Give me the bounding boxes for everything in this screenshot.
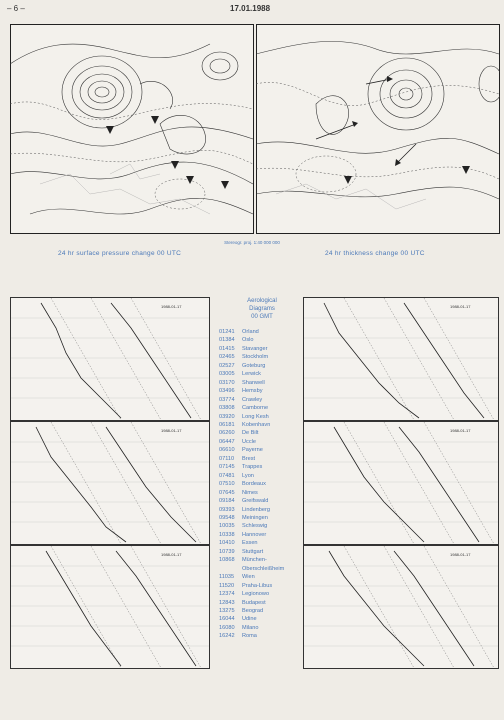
station-row (219, 599, 305, 607)
station-code: 06447 (219, 438, 235, 445)
station-code: 11035 (219, 574, 235, 581)
station-code: 06181 (219, 421, 235, 428)
station-row (219, 396, 305, 404)
station-row (219, 328, 305, 336)
station-row (219, 421, 305, 429)
station-name: De Bilt (242, 430, 259, 437)
station-name: Bordeaux (242, 481, 266, 488)
station-name: München- (242, 557, 267, 564)
diagram-graph (11, 546, 209, 668)
station-name: Oslo (242, 337, 254, 344)
station-name: Payerne (242, 447, 263, 454)
aerological-diagram-left-2 (10, 421, 210, 545)
station-code: 10739 (219, 548, 235, 555)
station-code: 07110 (219, 455, 235, 462)
station-name: Shanwell (242, 379, 265, 386)
station-code: 16242 (219, 633, 235, 640)
page-number: – 6 – (7, 4, 25, 13)
station-row (219, 624, 305, 632)
station-row (219, 522, 305, 530)
station-code: 01241 (219, 329, 235, 335)
station-code: 03005 (219, 371, 235, 378)
station-code: 09184 (219, 498, 235, 505)
station-name: Oberschleißheim (242, 565, 285, 572)
diagram-date: 1988-01-17 (450, 552, 471, 557)
page-date: 17.01.1988 (230, 4, 271, 13)
station-code: 11520 (219, 582, 235, 589)
station-name: Orland (242, 329, 259, 335)
station-code: 03808 (219, 405, 235, 412)
diagram-date: 1988-01-17 (450, 304, 471, 309)
station-code: 12843 (219, 599, 235, 606)
station-row (219, 590, 305, 598)
station-code: 07145 (219, 464, 235, 471)
station-row (219, 463, 305, 471)
diagram-date: 1988-01-17 (161, 552, 182, 557)
station-code: 12374 (219, 591, 235, 598)
diagram-graph (11, 298, 209, 420)
map-scale: Stereogr. proj. 1:40 000 000 (224, 240, 280, 245)
station-code: 16080 (219, 624, 235, 631)
station-name: Legionowo (242, 591, 270, 598)
station-row (219, 472, 305, 480)
station-row (219, 573, 305, 581)
station-row (219, 429, 305, 437)
station-code: 01415 (219, 345, 235, 352)
station-name: Praha-Libus (242, 582, 273, 589)
station-name: Uccle (242, 438, 256, 445)
station-name: Crawley (242, 396, 263, 403)
station-row (219, 489, 305, 497)
station-name: Brest (242, 455, 256, 462)
left-map-caption: 24 hr surface pressure change 00 UTC (58, 250, 182, 257)
station-name: Roma (242, 633, 257, 640)
station-row (219, 539, 305, 547)
list-title: Aerological (247, 298, 277, 304)
station-code: 16044 (219, 616, 235, 623)
aerological-diagram-right-2 (303, 421, 499, 545)
station-row (219, 446, 305, 454)
station-code: 10338 (219, 531, 235, 538)
station-name: Hannover (242, 531, 267, 538)
diagram-date: 1988-01-17 (161, 304, 182, 309)
station-row (219, 582, 305, 590)
right-map-caption: 24 hr thickness change 00 UTC (325, 250, 425, 257)
station-name: Greifswald (242, 498, 269, 505)
station-row (219, 514, 305, 522)
station-code: 02527 (219, 362, 235, 369)
station-row (219, 370, 305, 378)
list-time: 00 GMT (251, 314, 273, 320)
station-row (219, 480, 305, 488)
station-row (219, 455, 305, 463)
diagram-date: 1988-01-17 (161, 428, 182, 433)
diagram-graph (304, 546, 498, 668)
station-name: Schleswig (242, 523, 268, 530)
station-name: Udine (242, 616, 257, 623)
station-row (219, 548, 305, 556)
station-row (219, 404, 305, 412)
station-code: 03170 (219, 379, 235, 386)
station-name: Camborne (242, 405, 269, 412)
station-row (219, 362, 305, 370)
station-name: Hemsby (242, 388, 263, 395)
thickness-change-map (256, 24, 500, 234)
station-code: 09548 (219, 514, 235, 521)
diagram-graph (304, 422, 498, 544)
aerological-diagram-left-3 (10, 545, 210, 669)
station-code (219, 565, 242, 573)
station-code: 01384 (219, 337, 235, 344)
station-code: 07510 (219, 481, 235, 488)
diagram-graph (11, 422, 209, 544)
station-name: Stavanger (242, 345, 268, 352)
station-row (219, 506, 305, 514)
station-name: Goteburg (242, 362, 266, 369)
station-code: 06610 (219, 447, 235, 454)
station-code: 10410 (219, 540, 235, 547)
aerological-station-list (219, 297, 305, 641)
station-row (219, 607, 305, 615)
station-code: 10035 (219, 523, 235, 530)
station-code: 03774 (219, 396, 235, 403)
station-name: Meiningen (242, 514, 268, 521)
station-name: Stockholm (242, 354, 269, 361)
station-row (219, 413, 305, 421)
station-row (219, 565, 305, 573)
aerological-diagram-right-1 (303, 297, 499, 421)
station-name: Budapest (242, 599, 266, 606)
station-name: Lindenberg (242, 506, 270, 513)
station-code: 13275 (219, 607, 235, 614)
diagram-graph (304, 298, 498, 420)
station-name: Kobenhavn (242, 421, 271, 428)
station-row (219, 497, 305, 505)
station-name: Lyon (242, 472, 254, 479)
station-row (219, 531, 305, 539)
diagram-date: 1988-01-17 (450, 428, 471, 433)
station-row (219, 615, 305, 623)
station-code: 03920 (219, 413, 235, 420)
station-code: 09393 (219, 506, 235, 513)
station-name: Lerwick (242, 371, 261, 378)
station-row (219, 336, 305, 344)
station-code: 03496 (219, 388, 235, 395)
station-name: Wien (242, 574, 255, 581)
station-code: 02465 (219, 354, 235, 361)
station-name: Essen (242, 540, 258, 547)
station-row (219, 556, 305, 564)
list-subtitle: Diagrams (249, 306, 275, 312)
station-row (219, 345, 305, 353)
aerological-diagram-right-3 (303, 545, 499, 669)
station-row (219, 353, 305, 361)
station-row (219, 387, 305, 395)
station-name: Milano (242, 624, 259, 631)
station-name: Nimes (242, 489, 258, 496)
station-name: Long Kesh (242, 413, 269, 420)
station-code: 07481 (219, 472, 235, 479)
station-row (219, 438, 305, 446)
station-row (219, 379, 305, 387)
station-row (219, 632, 305, 640)
station-code: 07645 (219, 489, 235, 496)
station-name: Stuttgart (242, 548, 264, 555)
station-code: 06260 (219, 430, 235, 437)
aerological-diagram-left-1 (10, 297, 210, 421)
station-name: Beograd (242, 607, 264, 614)
station-code: 10868 (219, 557, 235, 564)
surface-pressure-change-map (10, 24, 254, 234)
station-name: Trappes (242, 464, 263, 471)
